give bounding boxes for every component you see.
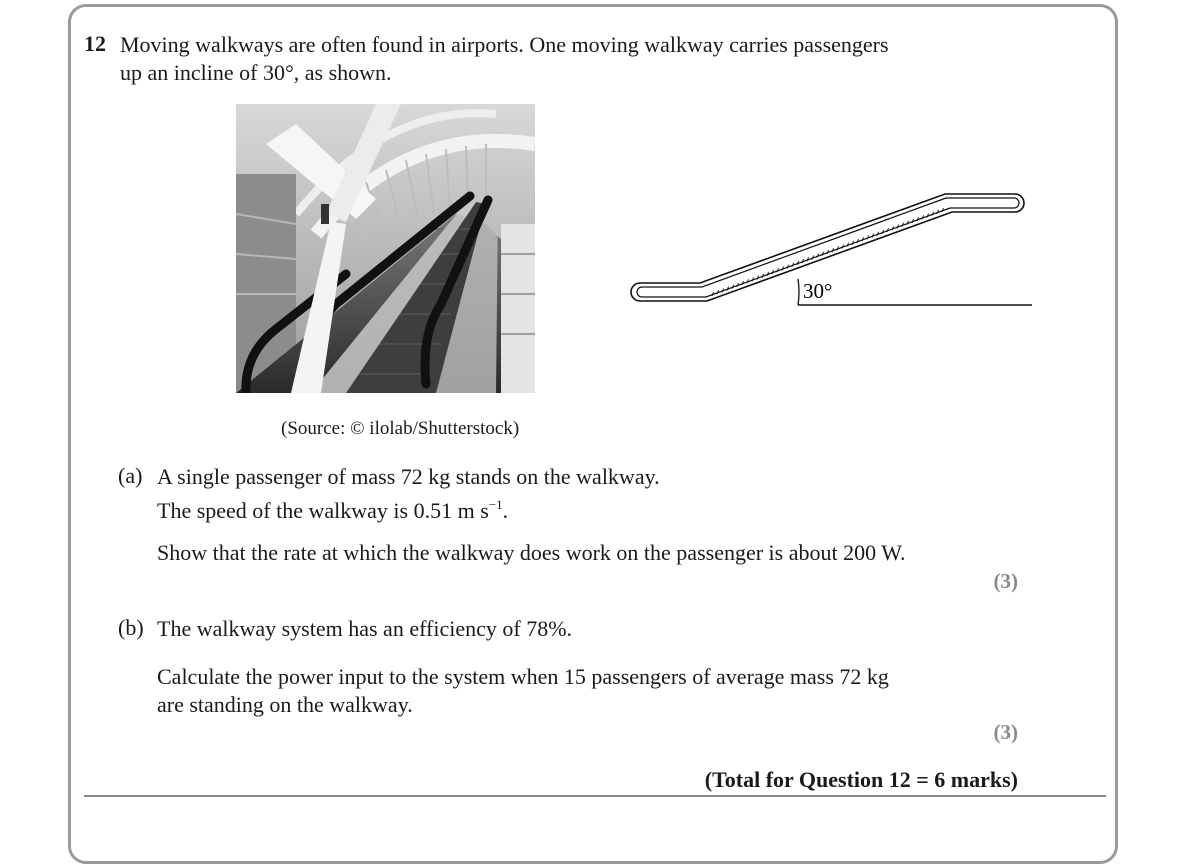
question-total: (Total for Question 12 = 6 marks) [704, 767, 1018, 792]
part-a-text [157, 463, 1017, 525]
part-a-unit-exponent: −1 [488, 497, 503, 512]
part-b-marks: (3) [993, 720, 1018, 744]
part-a-line-1: A single passenger of mass 72 kg stands on the walkway. [157, 464, 660, 489]
photo-source: (Source: © ilolab/Shutterstock) [281, 418, 520, 439]
incline-diagram [620, 180, 1040, 315]
part-b-line-1: The walkway system has an efficiency of 78%. [157, 616, 573, 641]
part-a-speed: The speed of the walkway is 0.51 m s [157, 498, 489, 523]
part-a-label: (a) [118, 463, 143, 488]
question-number: 12 [84, 31, 106, 56]
part-b-line-3: are standing on the walkway. [157, 692, 413, 717]
question-frame [68, 4, 1118, 864]
walkway-photo [236, 104, 535, 393]
stem-line-2: up an incline of 30°, as shown. [120, 60, 392, 85]
part-a-marks: (3) [993, 569, 1018, 593]
bottom-rule [84, 795, 1106, 797]
question-stem [120, 31, 1000, 87]
part-b-line-2: Calculate the power input to the system when 15 passengers of average mass 72 kg [157, 664, 889, 689]
angle-label: 30° [803, 279, 833, 303]
part-a-line-2 [157, 491, 1017, 525]
part-b-instruction [157, 663, 1017, 719]
stem-line-1: Moving walkways are often found in airports. One moving walkway carries passengers [120, 32, 889, 57]
part-a-line-2-end: . [502, 498, 509, 523]
part-a-instruction: Show that the rate at which the walkway does work on the passenger is about 200 W. [157, 540, 906, 565]
part-b-label: (b) [118, 615, 144, 640]
